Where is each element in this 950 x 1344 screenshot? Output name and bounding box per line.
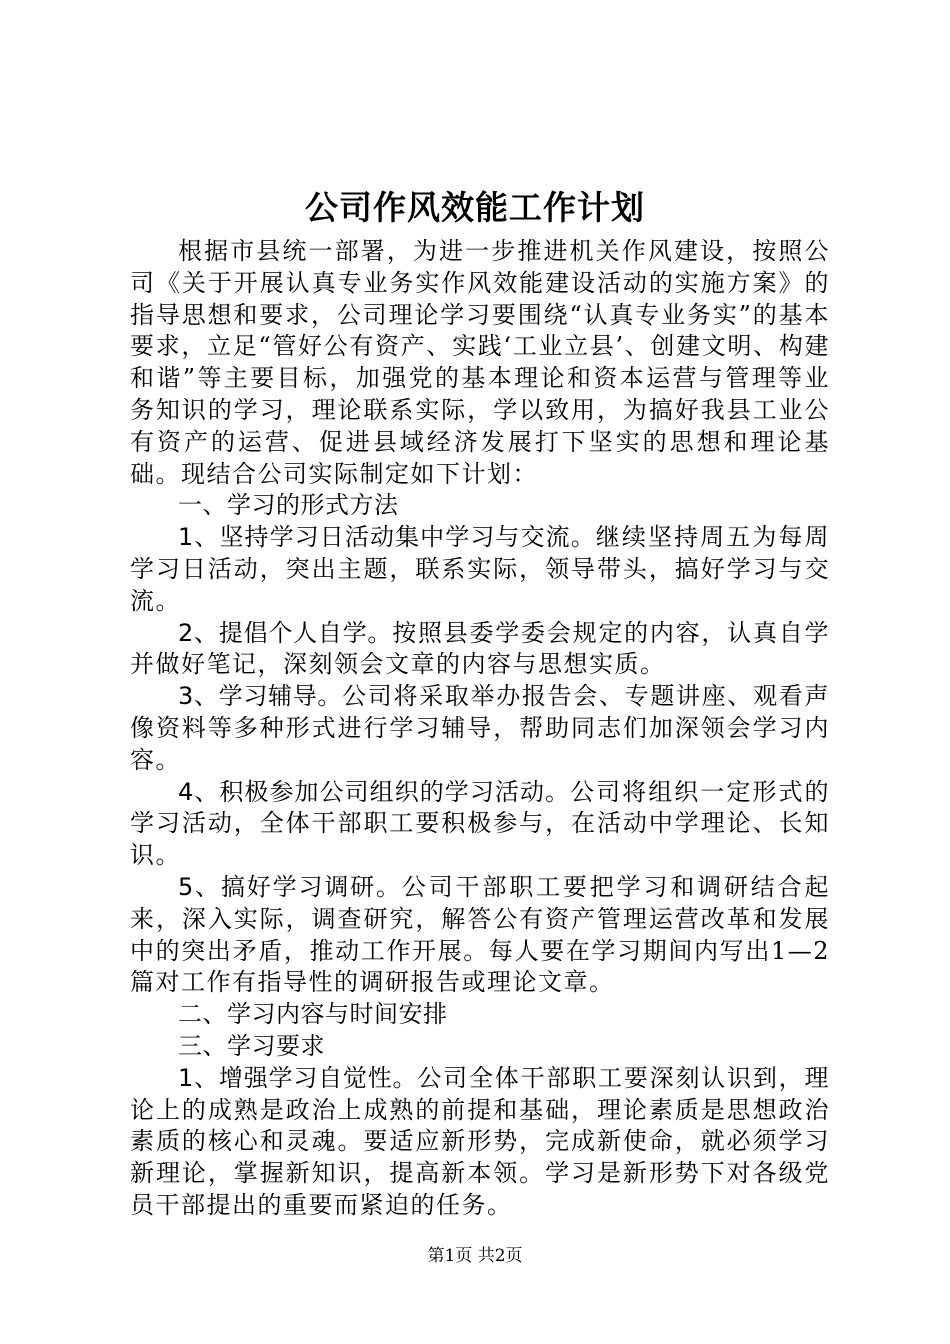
- section-heading-2: 二、学习内容与时间安排: [178, 1000, 448, 1029]
- page-footer: 第1页 共2页: [427, 1246, 523, 1266]
- item-lead: 1、增强学习自觉性。: [178, 1063, 418, 1092]
- item-text: 公司全体干部职工要深刻认识到，理论上的成熟是政治上成熟的前提和基础，理论素质是思想政治素质的核心和灵魂。要适应新形势，完成新使命，就必须学习新理论，掌握新知识，提高新本领。学习是新形势下对各级党员干部提出的重要而紧迫的任务。: [130, 1063, 830, 1219]
- section1-item-1: [130, 522, 830, 617]
- section1-item-2: [130, 618, 830, 682]
- section-heading-3: 三、学习要求: [178, 1031, 325, 1060]
- section3-item-1: [130, 1063, 830, 1222]
- item-text: 公司将组织一定形式的学习活动，全体干部职工要积极参与，在活动中学理论、长知识。: [130, 777, 831, 870]
- document-title: 公司作风效能工作计划: [305, 188, 645, 227]
- item-text: 公司将采取举办报告会、专题讲座、观看声像资料等多种形式进行学习辅导，帮助同志们加深领会学习内容。: [130, 682, 830, 774]
- item-text: 公司干部职工要把学习和调研结合起来，深入实际，调查研究，解答公有资产管理运营改革和发展中的突出矛盾，推动工作开展。每人要在学习期间内写出1—2篇对工作有指导性的调研报告或理论文章。: [130, 872, 830, 997]
- intro-paragraph: 根据市县统一部署，为进一步推进机关作风建设，按照公司《关于开展认真专业务实作风效能建设活动的实施方案》的指导思想和要求，公司理论学习要围绕“认真专业务实”的基本要求，立足“管好公有资产、实践‘工业立县’、创建文明、构建和谐”等主要目标，加强党的基本理论和资本运营与管理等业务知识的学习，理论联系实际，学以致用，为搞好我县工业公有资产的运营、促进县域经济发展打下坚实的思想和理论基础。现结合公司实际制定如下计划：: [130, 237, 830, 488]
- section1-item-3: [130, 681, 830, 776]
- section1-item-5: [130, 872, 830, 999]
- item-lead: 2、提倡个人自学。: [178, 618, 393, 647]
- section-heading-1: 一、学习的形式方法: [178, 491, 399, 520]
- item-lead: 3、学习辅导。: [178, 682, 343, 711]
- document-body: [130, 236, 830, 1222]
- item-text: 继续坚持周五为每周学习日活动，突出主题，联系实际，领导带头，搞好学习与交流。: [130, 523, 830, 615]
- item-text: 按照县委学委会规定的内容，认真自学并做好笔记，深刻领会文章的内容与思想实质。: [130, 618, 831, 679]
- section1-item-4: [130, 777, 830, 872]
- item-lead: 1、坚持学习日活动集中学习与交流。: [178, 523, 596, 552]
- item-lead: 5、搞好学习调研。: [178, 872, 402, 901]
- item-lead: 4、积极参加公司组织的学习活动。: [178, 777, 571, 806]
